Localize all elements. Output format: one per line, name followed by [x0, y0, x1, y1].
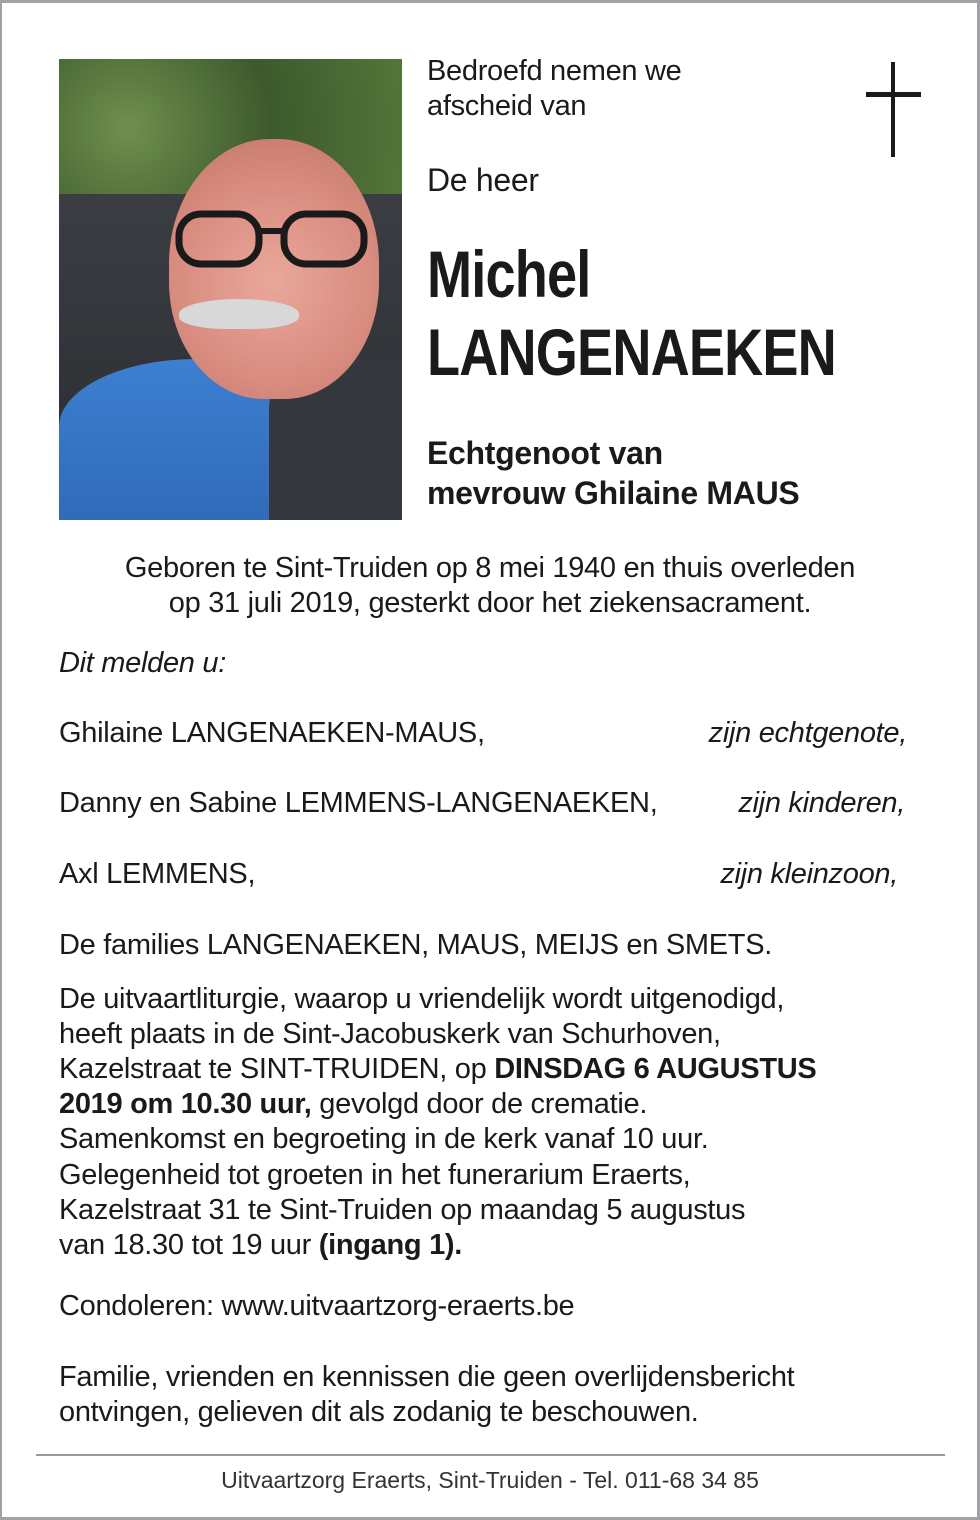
intro-line: Bedroefd nemen we — [427, 55, 682, 87]
birth-line: Geboren te Sint-Truiden op 8 mei 1940 en thuis overleden — [124, 552, 856, 584]
funeral-line: heeft plaats in de Sint-Jacobuskerk van Schurhoven, — [59, 1018, 721, 1050]
first-name: Michel — [427, 237, 591, 311]
announce: Dit melden u: — [59, 647, 226, 679]
funeral-text: van 18.30 tot 19 uur — [59, 1229, 319, 1261]
cross-icon — [891, 62, 895, 157]
cross-icon-bar — [866, 92, 921, 97]
funeral-line: Gelegenheid tot groeten in het funerarium Eraerts, — [59, 1159, 691, 1191]
last-name: LANGENAEKEN — [427, 315, 836, 389]
title: De heer — [427, 162, 539, 198]
family-relation: zijn kleinzoon, — [720, 858, 898, 890]
funeral-date: DINSDAG 6 AUGUSTUS — [494, 1053, 817, 1085]
entrance-note: (ingang 1). — [318, 1229, 463, 1261]
funeral-text: gevolgd door de crematie. — [311, 1088, 648, 1120]
funeral-time: 2019 om 10.30 uur, — [59, 1088, 312, 1120]
family-name: Axl LEMMENS, — [59, 858, 256, 890]
closing-line: Familie, vrienden en kennissen die geen overlijdensbericht — [59, 1361, 795, 1393]
footer: Uitvaartzorg Eraerts, Sint-Truiden - Tel. 011-68 34 85 — [221, 1467, 759, 1493]
closing-line: ontvingen, gelieven dit als zodanig te beschouwen. — [59, 1396, 699, 1428]
funeral-line — [59, 1228, 462, 1263]
family-relation: zijn kinderen, — [738, 787, 905, 819]
portrait-photo — [59, 59, 402, 520]
funeral-line — [59, 1087, 647, 1122]
family-relation: zijn echtgenote, — [708, 717, 907, 749]
funeral-line: Samenkomst en begroeting in de kerk vanaf 10 uur. — [59, 1123, 709, 1155]
families: De families LANGENAEKEN, MAUS, MEIJS en SMETS. — [59, 929, 772, 961]
spouse-line: mevrouw Ghilaine MAUS — [427, 475, 800, 511]
funeral-line: Kazelstraat 31 te Sint-Truiden op maandag 5 augustus — [59, 1194, 746, 1226]
condolences: Condoleren: www.uitvaartzorg-eraerts.be — [59, 1290, 575, 1322]
divider — [36, 1454, 945, 1456]
birth-line: op 31 juli 2019, gesterkt door het ziekensacrament. — [168, 587, 812, 619]
funeral-line: De uitvaartliturgie, waarop u vriendelijk wordt uitgenodigd, — [59, 983, 785, 1015]
family-name: Danny en Sabine LEMMENS-LANGENAEKEN, — [59, 787, 658, 819]
spouse-line: Echtgenoot van — [427, 435, 663, 471]
family-name: Ghilaine LANGENAEKEN-MAUS, — [59, 717, 485, 749]
funeral-line — [59, 1052, 816, 1087]
intro-line: afscheid van — [427, 90, 587, 122]
funeral-text: Kazelstraat te SINT-TRUIDEN, op — [59, 1053, 495, 1085]
